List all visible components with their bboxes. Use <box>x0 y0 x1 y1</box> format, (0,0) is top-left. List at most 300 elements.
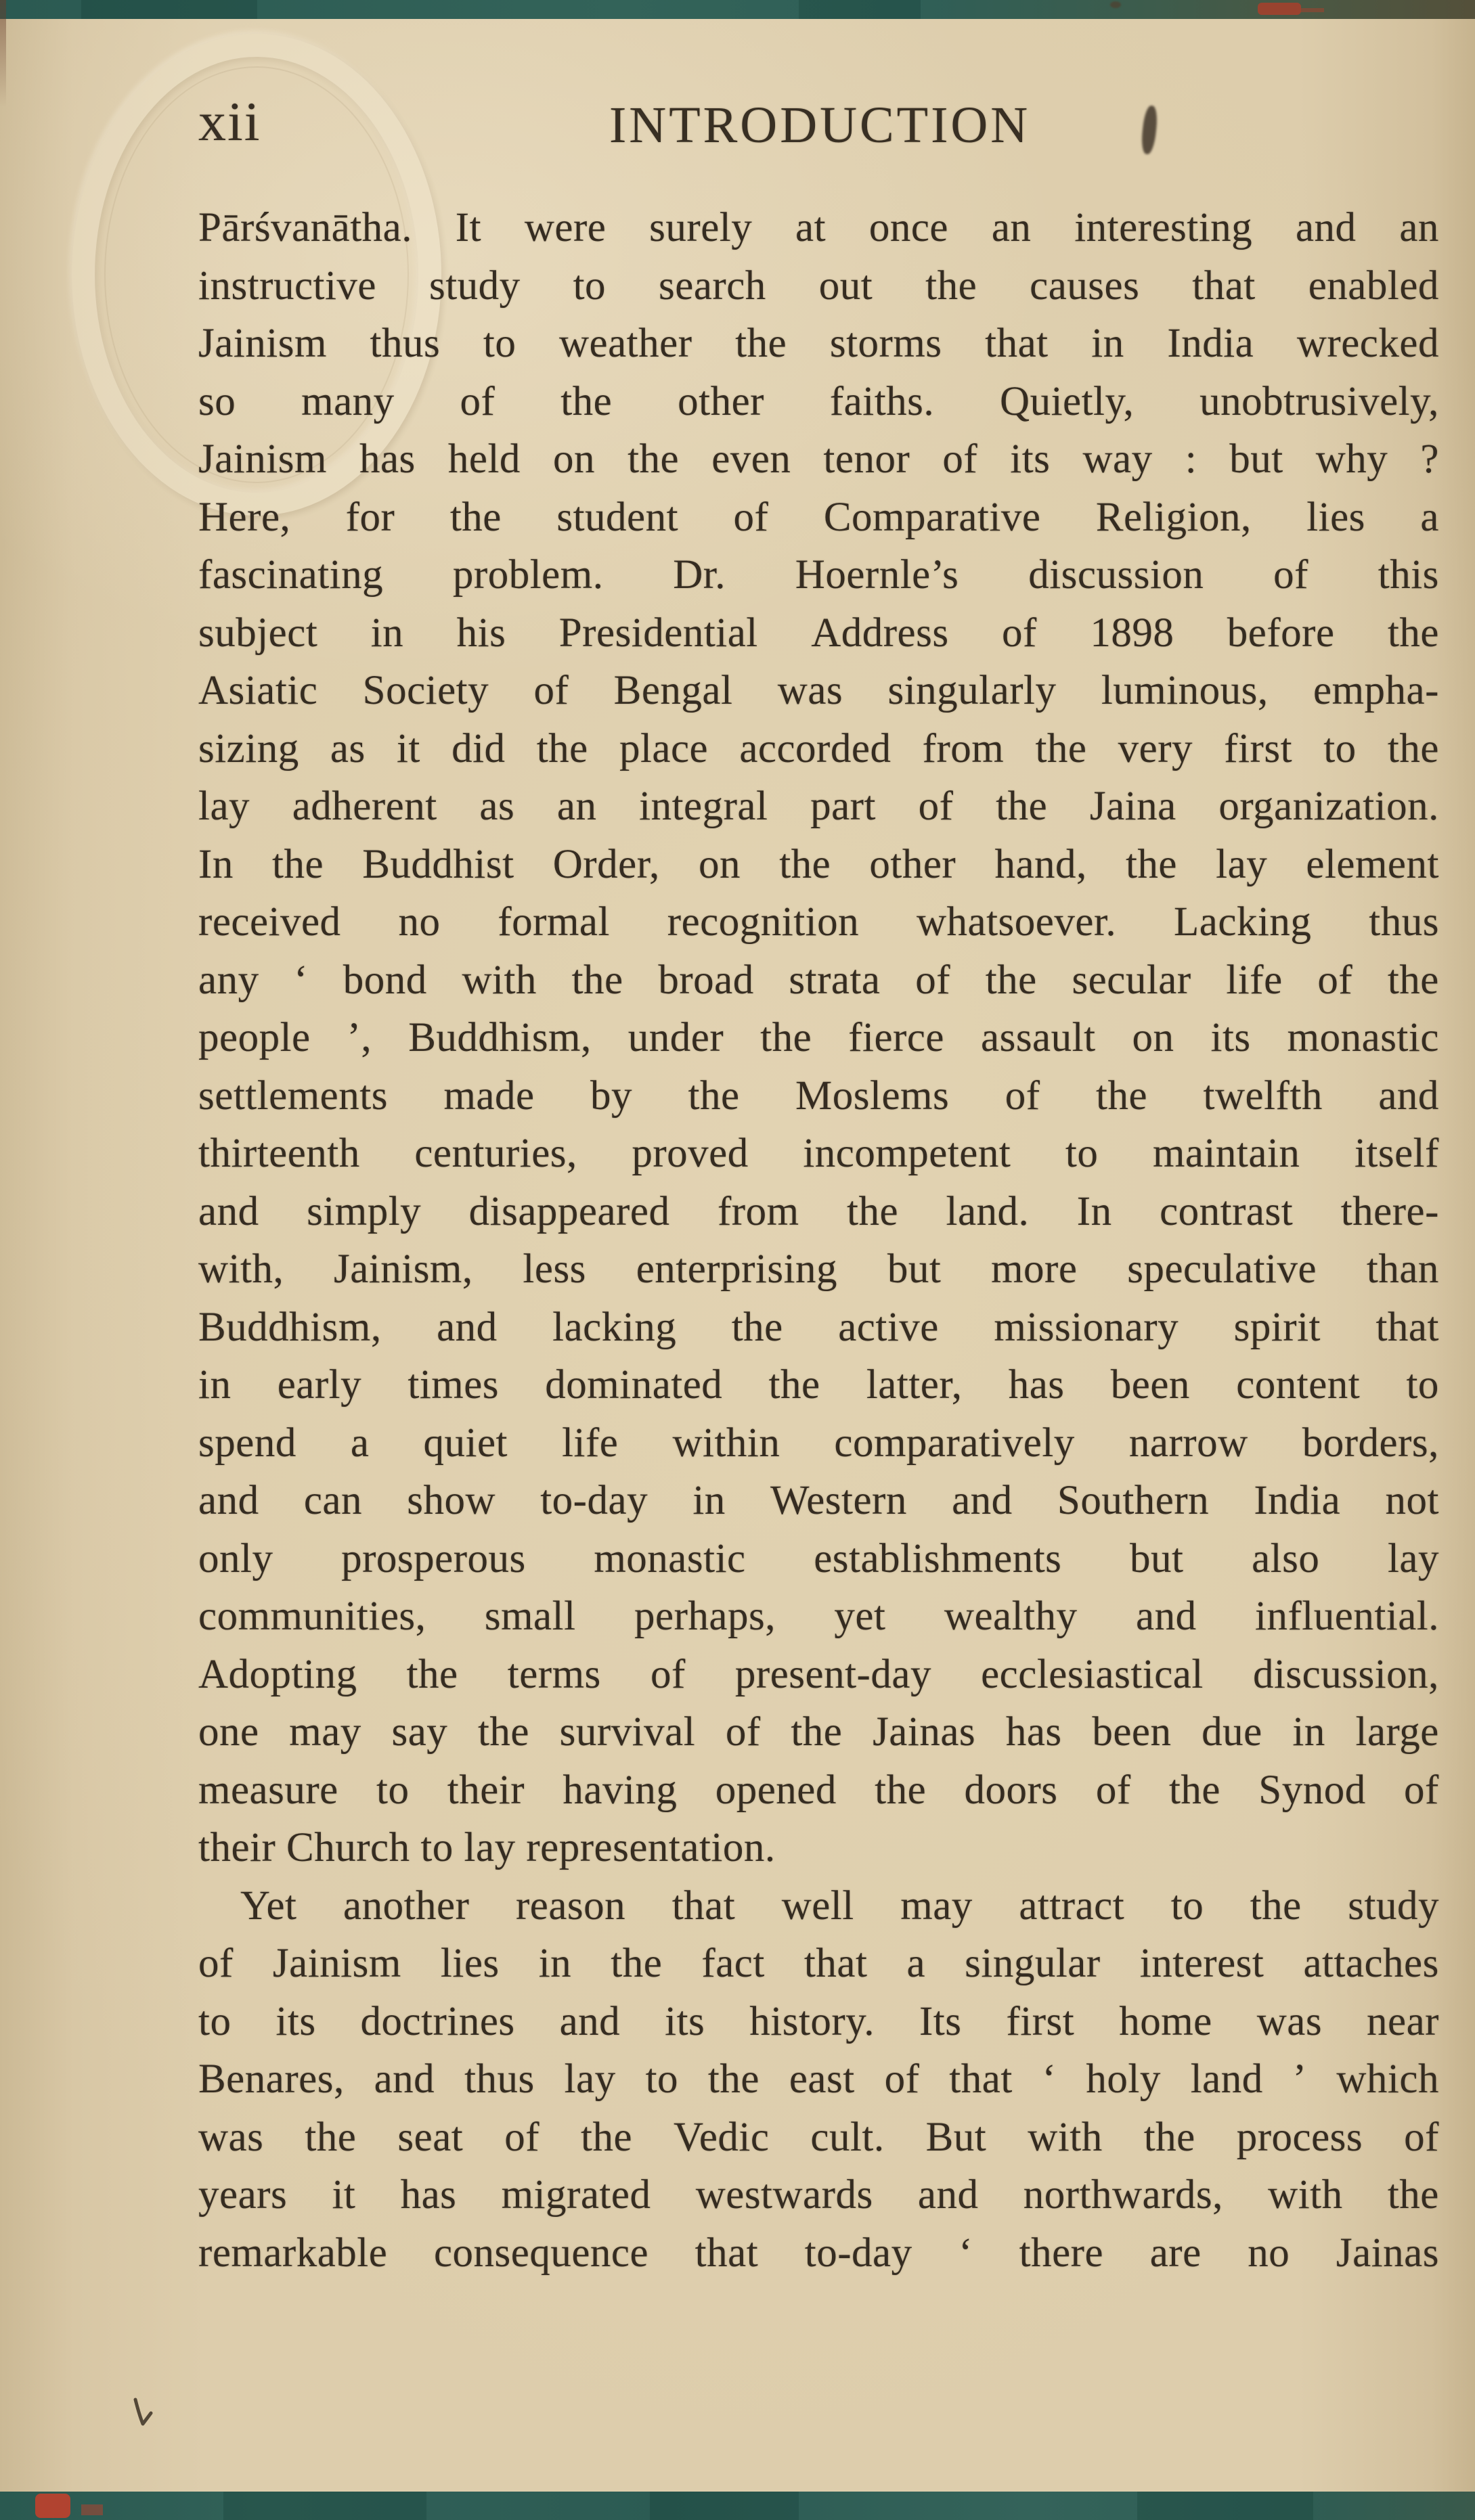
word: ‘ <box>1042 2056 1057 2102</box>
text-line <box>198 1993 1439 2051</box>
text-line <box>198 1414 1439 1472</box>
word: seat <box>397 2114 464 2160</box>
word: of <box>460 378 496 424</box>
word: ? <box>1420 436 1439 482</box>
word: itself <box>1354 1131 1439 1176</box>
word: there <box>1019 2230 1104 2276</box>
word: that <box>985 321 1049 366</box>
scan-edge-left-sliver <box>0 0 6 107</box>
word: the <box>731 1304 783 1350</box>
word: empha- <box>1313 668 1439 713</box>
word: times <box>408 1362 500 1408</box>
word: thus <box>1369 899 1439 945</box>
word: its <box>1210 1015 1251 1060</box>
word: adherent <box>292 784 437 829</box>
word: westwards <box>695 2172 873 2218</box>
word: so <box>198 378 236 424</box>
word: the <box>1143 2114 1195 2160</box>
word: tenor <box>823 436 910 482</box>
word: lay <box>564 2056 616 2102</box>
text-line <box>198 2050 1439 2109</box>
word: Buddhism, <box>198 1304 382 1350</box>
word: was <box>777 668 843 713</box>
scan-edge-bottom-bar <box>0 2492 1475 2520</box>
word: any <box>198 957 259 1003</box>
word: sizing <box>198 725 299 771</box>
word: the <box>791 1709 843 1755</box>
word: say <box>391 1709 448 1755</box>
word: land. <box>946 1188 1030 1234</box>
word: enterprising <box>636 1246 838 1292</box>
word: ‘ <box>294 957 309 1003</box>
word: of <box>733 494 769 540</box>
word: in <box>538 1941 572 1986</box>
word: was <box>198 2114 264 2160</box>
word: the <box>688 1073 740 1119</box>
word: hand, <box>994 841 1087 887</box>
text-line <box>198 836 1439 894</box>
word: communities, <box>198 1594 426 1639</box>
text-line <box>198 1472 1439 1530</box>
word: reason <box>515 1883 626 1929</box>
word: bond <box>343 957 427 1003</box>
word: and <box>1378 1073 1439 1119</box>
word: an <box>556 784 597 829</box>
word: that <box>1192 263 1256 309</box>
word: as <box>479 784 515 829</box>
word: in <box>198 1362 232 1408</box>
word: lay <box>198 784 250 829</box>
word: remarkable <box>198 2230 388 2276</box>
word: not <box>1385 1478 1439 1523</box>
word: In <box>1076 1188 1112 1234</box>
page-number: xii <box>198 91 261 152</box>
word: less <box>523 1246 586 1292</box>
word: may <box>900 1883 973 1929</box>
word: of <box>1317 957 1353 1003</box>
word: influential. <box>1255 1594 1439 1639</box>
word: Bengal <box>613 668 733 713</box>
word: on <box>699 841 741 887</box>
word: and <box>952 1478 1013 1523</box>
word: Jainism <box>198 321 327 366</box>
word: part <box>810 784 876 829</box>
scan-bar-shade <box>81 0 257 19</box>
text-line <box>198 1877 1439 1935</box>
word: to <box>573 263 607 309</box>
word: another <box>343 1883 470 1929</box>
word: near <box>1367 1998 1439 2044</box>
text-line <box>198 2224 1439 2282</box>
word: of <box>884 2056 920 2102</box>
text-line <box>198 1009 1439 1067</box>
word: an <box>991 205 1032 250</box>
word: with, <box>198 1246 284 1292</box>
word: lies <box>1306 494 1365 540</box>
word: the <box>985 957 1037 1003</box>
word: Buddhist <box>362 841 514 887</box>
word: as <box>330 725 366 771</box>
text-line <box>198 1125 1439 1183</box>
word: land <box>1190 2056 1263 2102</box>
word: that <box>949 2056 1013 2102</box>
word: Lacking <box>1174 899 1312 945</box>
text-line <box>198 1703 1439 1761</box>
word: of <box>915 957 951 1003</box>
word: singularly <box>887 668 1057 713</box>
word: proved <box>632 1131 749 1176</box>
word: Comparative <box>823 494 1041 540</box>
word: unobtrusively, <box>1199 378 1439 424</box>
word: discussion <box>1028 552 1204 598</box>
word: : <box>1185 436 1197 482</box>
word: to <box>1406 1362 1439 1408</box>
word: lacking <box>552 1304 677 1350</box>
text-line <box>198 2109 1439 2167</box>
word: of <box>1404 1767 1439 1813</box>
word: once <box>868 205 949 250</box>
word: Asiatic <box>198 668 318 713</box>
word: was <box>1256 1998 1323 2044</box>
word: holy <box>1086 2056 1161 2102</box>
word: But <box>925 2114 987 2160</box>
word: of <box>942 436 978 482</box>
word: one <box>198 1709 259 1755</box>
word: that <box>695 2230 759 2276</box>
word: other <box>678 378 764 424</box>
word: consequence <box>433 2230 649 2276</box>
word: people <box>198 1015 311 1060</box>
word: due <box>1202 1709 1262 1755</box>
word: the <box>1387 610 1439 656</box>
word: his <box>456 610 506 656</box>
word: Jainas <box>1336 2230 1439 2276</box>
word: with <box>1268 2172 1343 2218</box>
word: attract <box>1019 1883 1125 1929</box>
word: of <box>504 2114 540 2160</box>
word: before <box>1227 610 1335 656</box>
word: to-day <box>540 1478 648 1523</box>
word: did <box>452 725 506 771</box>
word: but <box>1229 436 1283 482</box>
word: it <box>332 2172 356 2218</box>
scan-edge-top-bar <box>0 0 1475 19</box>
scan-bar-shade <box>1137 2492 1313 2520</box>
word: to <box>1065 1131 1099 1176</box>
word: thirteenth <box>198 1131 360 1176</box>
text-line <box>198 1299 1439 1357</box>
word: its <box>1010 436 1051 482</box>
word: the <box>1168 1767 1220 1813</box>
text-line <box>198 1356 1439 1414</box>
word: quiet <box>423 1420 508 1466</box>
word: India <box>1254 1478 1341 1523</box>
word: the <box>272 841 324 887</box>
word: prosperous <box>341 1535 526 1581</box>
word: of <box>1273 552 1308 598</box>
word: the <box>1387 2172 1439 2218</box>
word: thus <box>370 321 441 366</box>
word: of <box>1002 610 1037 656</box>
word: well <box>781 1883 854 1929</box>
text-line: their Church to lay representation. <box>198 1825 776 1870</box>
word: the <box>768 1362 820 1408</box>
word: small <box>484 1594 576 1639</box>
word: discussion, <box>1252 1651 1439 1697</box>
word: in <box>1292 1709 1325 1755</box>
text-line <box>198 1067 1439 1125</box>
word: home <box>1119 1998 1212 2044</box>
word: by <box>590 1073 633 1119</box>
word: causes <box>1030 263 1140 309</box>
word: a <box>350 1420 370 1466</box>
word: but <box>887 1246 942 1292</box>
word: Here, <box>198 494 291 540</box>
text-line <box>198 257 1439 315</box>
word: maintain <box>1152 1131 1300 1176</box>
word: active <box>838 1304 939 1350</box>
word: large <box>1355 1709 1439 1755</box>
text-line <box>198 720 1439 778</box>
word: than <box>1366 1246 1439 1292</box>
word: its <box>665 1998 705 2044</box>
word: monastic <box>1287 1015 1439 1060</box>
word: interesting <box>1074 205 1253 250</box>
word: organization. <box>1218 784 1439 829</box>
word: narrow <box>1128 1420 1248 1466</box>
word: the <box>1125 841 1177 887</box>
text-line <box>198 199 1439 257</box>
word: their <box>447 1767 525 1813</box>
word: the <box>847 1188 899 1234</box>
word: years <box>198 2172 288 2218</box>
word: the <box>560 378 613 424</box>
word: has <box>1008 1362 1065 1408</box>
word: may <box>289 1709 361 1755</box>
word: yet <box>834 1594 886 1639</box>
word: show <box>407 1478 496 1523</box>
word: lay <box>1216 841 1268 887</box>
text-line <box>198 662 1439 720</box>
ink-speck <box>1110 1 1121 8</box>
word: twelfth <box>1203 1073 1323 1119</box>
word: in <box>692 1478 726 1523</box>
word: and <box>198 1478 259 1523</box>
word: settlements <box>198 1073 388 1119</box>
word: an <box>1399 205 1439 250</box>
text-line <box>198 489 1439 547</box>
word: study <box>428 263 521 309</box>
word: Synod <box>1258 1767 1366 1813</box>
word: perhaps, <box>634 1594 776 1639</box>
word: has <box>1005 1709 1062 1755</box>
word: 1898 <box>1090 610 1174 656</box>
word: element <box>1306 841 1439 887</box>
word: the <box>1387 957 1439 1003</box>
word: the <box>707 2056 759 2102</box>
word: accorded <box>739 725 891 771</box>
word: with <box>1028 2114 1103 2160</box>
word: Jainism <box>272 1941 401 1986</box>
word: cult. <box>810 2114 885 2160</box>
word: it <box>396 725 420 771</box>
word: Jainism, <box>333 1246 473 1292</box>
word: recognition <box>667 899 860 945</box>
word: centuries, <box>414 1131 577 1176</box>
word: integral <box>639 784 768 829</box>
word: doctrines <box>360 1998 515 2044</box>
word: history. <box>749 1998 875 2044</box>
word: India <box>1167 321 1254 366</box>
word: subject <box>198 610 318 656</box>
word: more <box>991 1246 1078 1292</box>
word: fascinating <box>198 552 384 598</box>
word: wealthy <box>944 1594 1078 1639</box>
word: the <box>581 2114 633 2160</box>
word: the <box>449 494 502 540</box>
word: measure <box>198 1767 338 1813</box>
word: of <box>918 784 954 829</box>
word: and <box>1295 205 1357 250</box>
word: Jainas <box>873 1709 976 1755</box>
word: spirit <box>1233 1304 1321 1350</box>
word: migrated <box>501 2172 651 2218</box>
word: within <box>672 1420 780 1466</box>
word: in <box>370 610 404 656</box>
word: Dr. <box>673 552 726 598</box>
word: and <box>437 1304 498 1350</box>
word: Moslems <box>795 1073 950 1119</box>
word: search <box>659 263 766 309</box>
word: dominated <box>545 1362 723 1408</box>
word: been <box>1092 1709 1172 1755</box>
word: Pārśvanātha. <box>198 205 412 250</box>
word: has <box>400 2172 457 2218</box>
word: under <box>628 1015 724 1060</box>
word: spend <box>198 1420 296 1466</box>
word: to <box>1170 1883 1204 1929</box>
text-line <box>198 1761 1439 1820</box>
word: contrast <box>1160 1188 1294 1234</box>
word: terms <box>507 1651 601 1697</box>
text-line <box>198 951 1439 1010</box>
text-line <box>198 430 1439 489</box>
word: study <box>1348 1883 1439 1929</box>
word: that <box>1375 1304 1439 1350</box>
text-line <box>198 1588 1439 1646</box>
word: many <box>301 378 395 424</box>
word: present-day <box>734 1651 931 1697</box>
word: enabled <box>1308 263 1439 309</box>
word: Yet <box>240 1883 297 1929</box>
body-text <box>198 199 1439 2282</box>
word: assault <box>981 1015 1096 1060</box>
word: from <box>922 725 1005 771</box>
word: missionary <box>994 1304 1179 1350</box>
word: there- <box>1340 1188 1439 1234</box>
word: monastic <box>594 1535 746 1581</box>
scan-bar-shade <box>223 2492 426 2520</box>
text-line <box>198 315 1439 373</box>
word: Religion, <box>1095 494 1252 540</box>
red-scan-mark-bottom <box>35 2494 70 2518</box>
word: of <box>650 1651 686 1697</box>
word: ’ <box>1292 2056 1307 2102</box>
word: problem. <box>452 552 604 598</box>
word: life <box>1226 957 1283 1003</box>
word: of <box>1005 1073 1040 1119</box>
word: the <box>1387 725 1439 771</box>
word: only <box>198 1535 273 1581</box>
word: Society <box>362 668 489 713</box>
word: ‘ <box>959 2230 973 2276</box>
word: borders, <box>1302 1420 1439 1466</box>
word: and <box>559 1998 621 2044</box>
word: simply <box>307 1188 422 1234</box>
red-scan-mark-top <box>1258 3 1301 15</box>
text-line <box>198 1646 1439 1704</box>
word: place <box>619 725 709 771</box>
text-line <box>198 1183 1439 1241</box>
word: on <box>1132 1015 1174 1060</box>
word: to-day <box>804 2230 912 2276</box>
word: in <box>1091 321 1124 366</box>
word: from <box>717 1188 799 1234</box>
word: strata <box>789 957 881 1003</box>
word: speculative <box>1127 1246 1317 1292</box>
word: the <box>628 436 680 482</box>
word: made <box>443 1073 535 1119</box>
word: has <box>359 436 416 482</box>
word: ecclesiastical <box>981 1651 1204 1697</box>
word: Its <box>919 1998 962 2044</box>
word: at <box>795 205 827 250</box>
word: Vedic <box>674 2114 770 2160</box>
word: the <box>1096 1073 1148 1119</box>
word: It <box>455 205 482 250</box>
text-line <box>198 373 1439 431</box>
word: secular <box>1072 957 1191 1003</box>
word: are <box>1149 2230 1202 2276</box>
text-line <box>198 778 1439 836</box>
word: a <box>906 1941 926 1986</box>
word: to <box>1323 725 1357 771</box>
word: disappeared <box>468 1188 670 1234</box>
word: the <box>996 784 1048 829</box>
word: east <box>789 2056 855 2102</box>
word: doors <box>964 1767 1058 1813</box>
word: the <box>1035 725 1087 771</box>
word: received <box>198 899 341 945</box>
word: broad <box>658 957 754 1003</box>
text-line <box>198 2166 1439 2224</box>
word: of <box>198 1941 234 1986</box>
word: Western <box>770 1478 907 1523</box>
word: way <box>1082 436 1153 482</box>
word: whatsoever. <box>916 899 1117 945</box>
word: interest <box>1139 1941 1264 1986</box>
word: content <box>1236 1362 1361 1408</box>
word: the <box>571 957 623 1003</box>
word: its <box>276 1998 316 2044</box>
word: first <box>1006 1998 1075 2044</box>
word: the <box>477 1709 529 1755</box>
text-line <box>198 893 1439 951</box>
word: that <box>672 1883 736 1929</box>
text-line <box>198 546 1439 604</box>
text-line <box>198 1935 1439 1993</box>
word: survival <box>559 1709 696 1755</box>
